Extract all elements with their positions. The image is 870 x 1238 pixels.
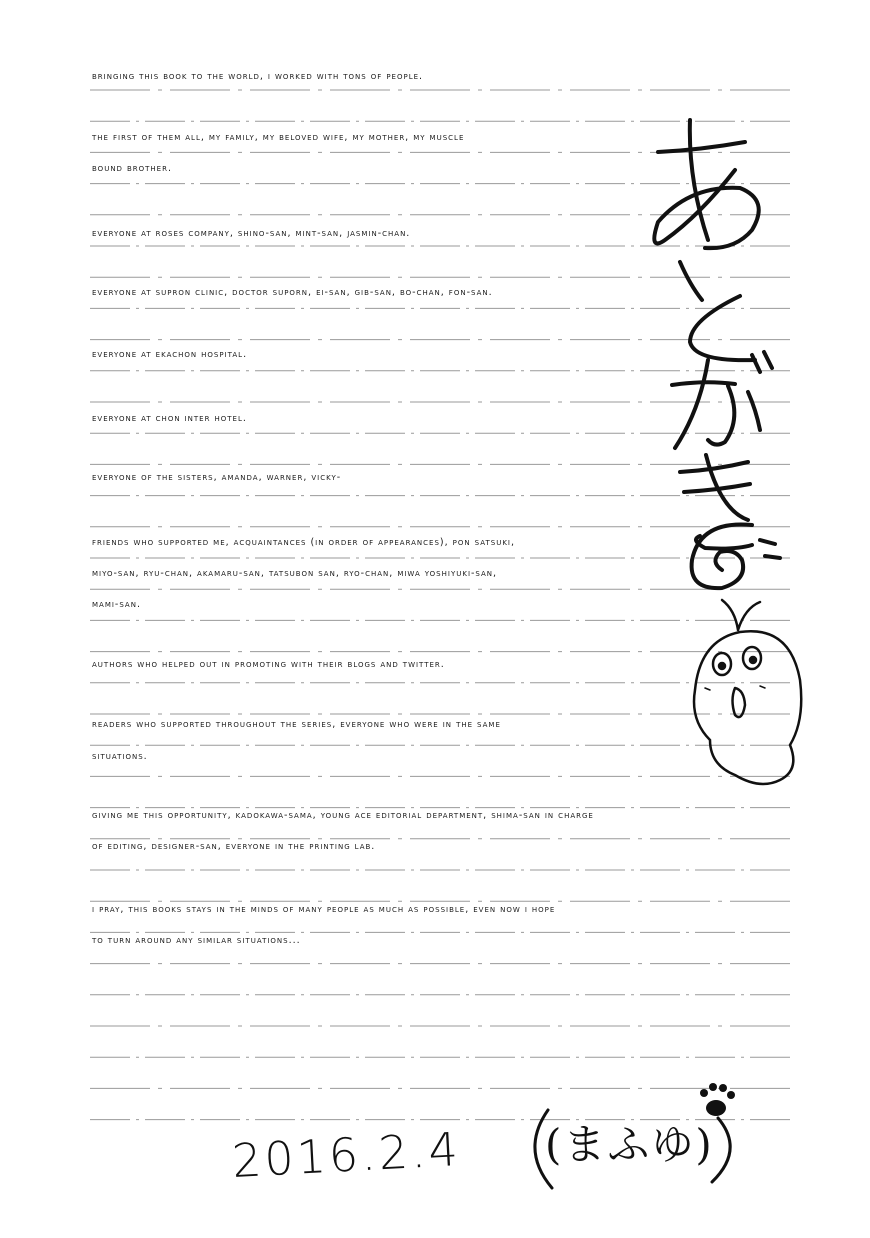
text-line: mami-san. — [92, 599, 141, 610]
vertical-heading-atogaki — [654, 120, 780, 588]
text-line: everyone of the sisters, amanda, warner, vicky- — [92, 472, 342, 483]
text-line: everyone at supron clinic, doctor suporn, ei-san, gib-san, bo-chan, fon-san. — [92, 287, 493, 298]
text-line: i pray, this books stays in the minds of many people as much as possible, even now i hope — [92, 904, 556, 915]
text-line: friends who supported me, acquaintances (in order of appearances), pon satsuki, — [92, 537, 515, 548]
text-line: giving me this opportunity, kadokawa-sama, young ace editorial department, shima-san in charge — [92, 810, 594, 821]
text-line: everyone at chon inter hotel. — [92, 413, 247, 424]
text-line: miyo-san, ryu-chan, akamaru-san, tatsubon san, ryo-chan, miwa yoshiyuki-san, — [92, 568, 498, 579]
text-line: situations. — [92, 751, 148, 762]
text-line: readers who supported throughout the series, everyone who were in the same — [92, 719, 501, 730]
round-blob-face-icon — [694, 600, 801, 784]
text-line: bound brother. — [92, 163, 172, 174]
date-stamp: 2016.2.4 — [230, 1122, 463, 1188]
text-line: everyone at roses company, shino-san, mint-san, jasmin-chan. — [92, 228, 411, 239]
text-line: to turn around any similar situations... — [92, 935, 301, 946]
text-line: the first of them all, my family, my beloved wife, my mother, my muscle — [92, 132, 465, 143]
text-line: of editing, designer-san, everyone in the printing lab. — [92, 841, 376, 852]
author-signature: (まふゆ) — [545, 1120, 714, 1169]
text-line: authors who helped out in promoting with their blogs and twitter. — [92, 659, 445, 670]
text-line: bringing this book to the world, i worked with tons of people. — [92, 71, 424, 82]
text-line: everyone at ekachon hospital. — [92, 349, 248, 360]
